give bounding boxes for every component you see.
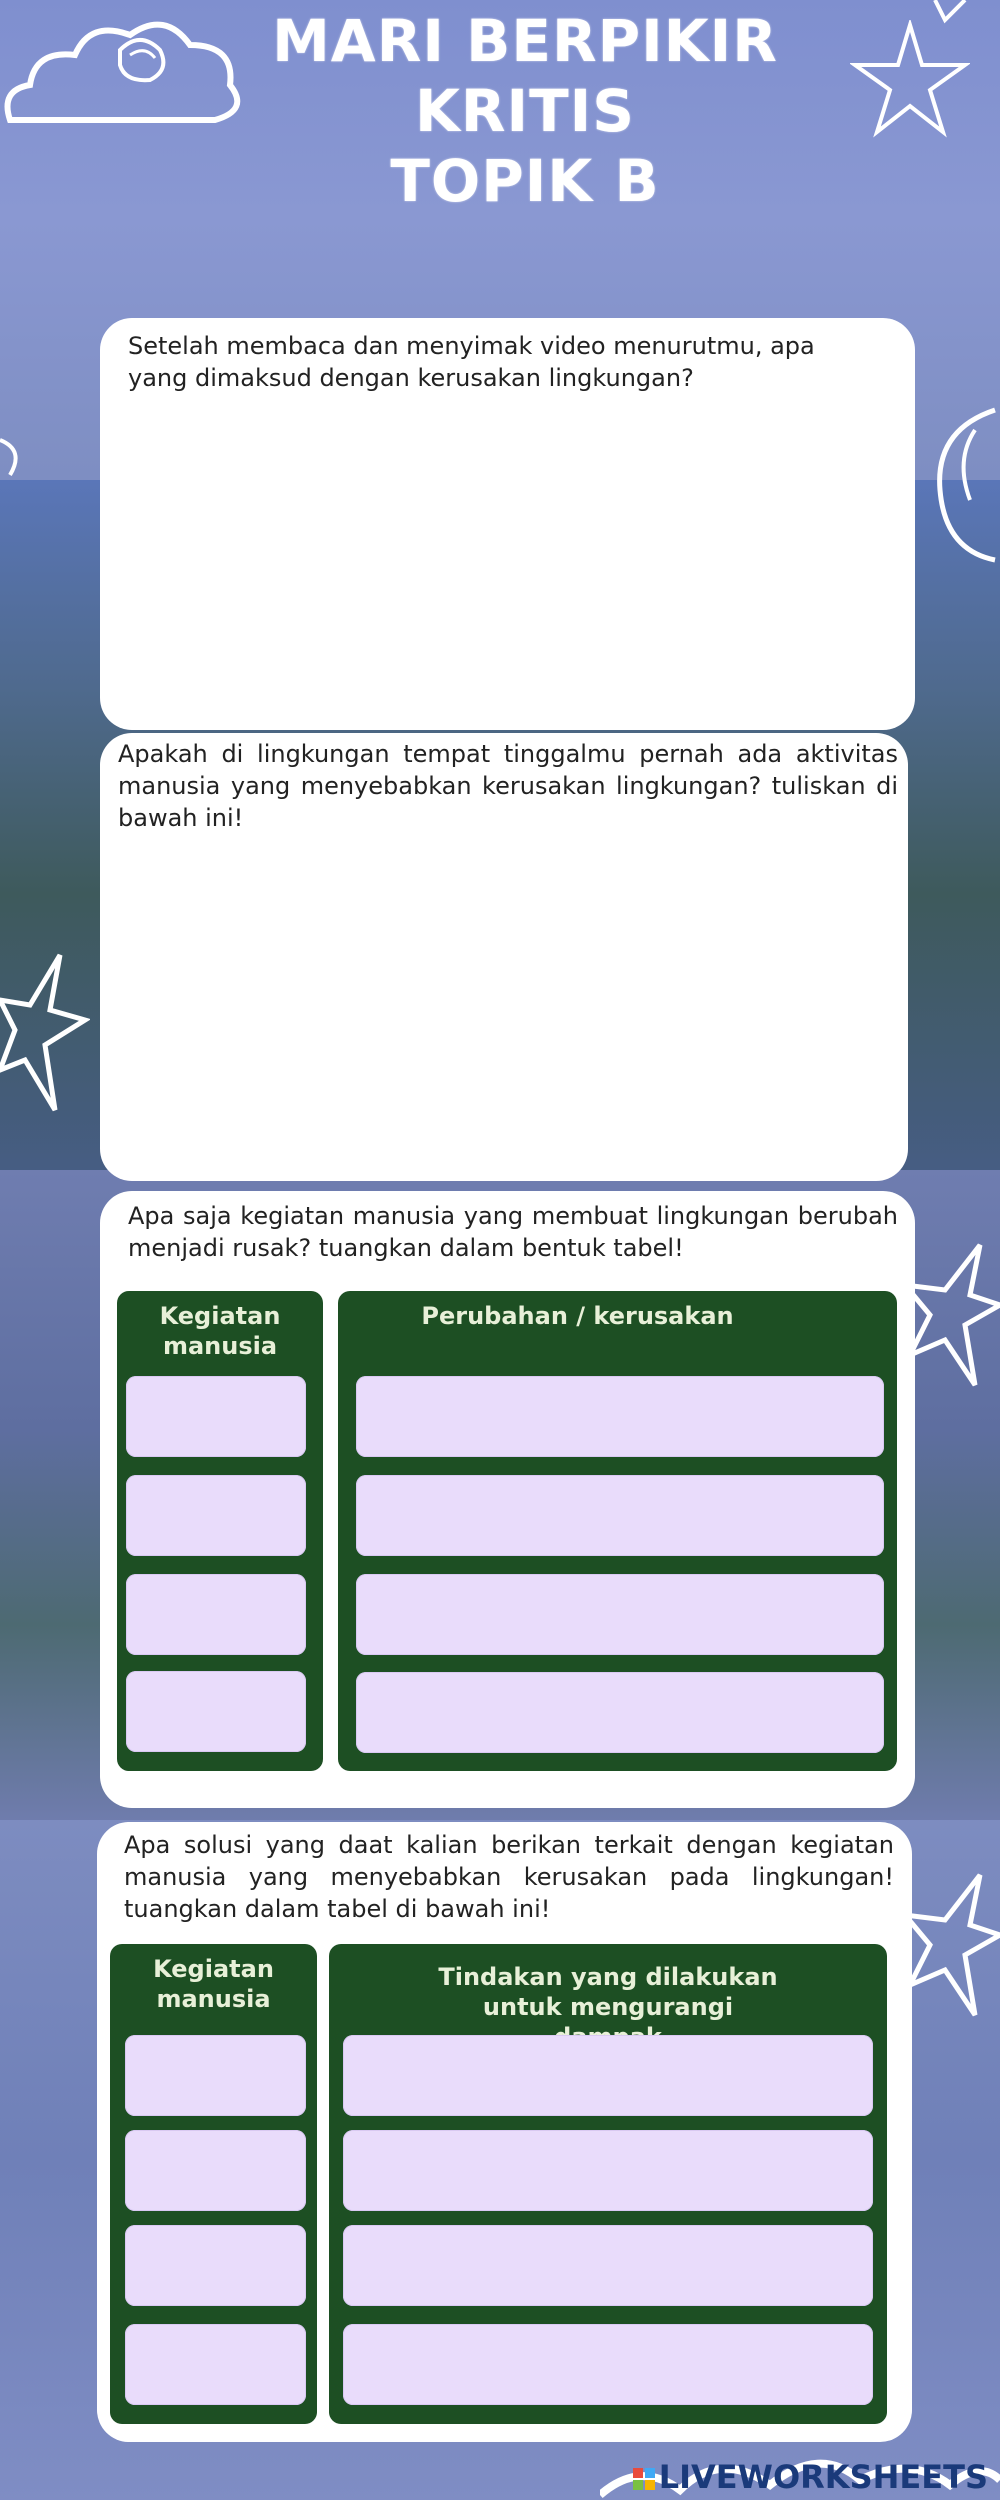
table4-col2-header: Tindakan yang dilakukan untuk mengurangi [438, 1963, 778, 2021]
table3-col2-panel [338, 1291, 897, 1771]
table4-col2-cell-3[interactable] [343, 2225, 873, 2306]
leaf-doodle-icon [915, 400, 1000, 570]
table4-col1-panel [110, 1944, 317, 2424]
watermark-text: LIVEWORKSHEETS [658, 2458, 988, 2496]
question-4-text: Apa solusi yang daat kalian berikan terkait dengan kegiatan manusia yang menyebabkan kerusakan pada lingkungan! tuangkan dalam tabel di bawah ini! [124, 1831, 894, 1923]
question-1-text: Setelah membaca dan menyimak video menurutmu, apa yang dimaksud dengan kerusakan lingkungan? [128, 332, 815, 392]
table4-col2-cell-1[interactable] [343, 2035, 873, 2116]
table3-col2-cell-1[interactable] [356, 1376, 884, 1457]
star-doodle-left-icon [0, 950, 90, 1120]
table4-col2-cell-2[interactable] [343, 2130, 873, 2211]
question-3-text: Apa saja kegiatan manusia yang membuat lingkungan berubah menjadi rusak? tuangkan dalam bentuk tabel! [128, 1202, 898, 1262]
star-doodle-bottom-right-icon [900, 1870, 1000, 2020]
table3-col1-cell-1[interactable] [126, 1376, 306, 1457]
table3-col1-cell-2[interactable] [126, 1475, 306, 1556]
question-2-text: Apakah di lingkungan tempat tinggalmu pernah ada aktivitas manusia yang menyebabkan kerusakan lingkungan? tuliskan di bawah ini! [118, 740, 898, 832]
table3-col2-cell-2[interactable] [356, 1475, 884, 1556]
table4-col1-cell-3[interactable] [125, 2225, 306, 2306]
table3-col2-cell-4[interactable] [356, 1672, 884, 1753]
liveworksheets-logo-icon [633, 2468, 655, 2490]
table4-col1-header: Kegiatan manusia [153, 1955, 274, 2013]
table4-col2-panel [329, 1944, 887, 2424]
table3-col1-header: Kegiatan manusia [159, 1302, 281, 1360]
table4-col2-cell-4[interactable] [343, 2324, 873, 2405]
title-line-2: KRITIS [414, 77, 636, 145]
table4-col1-cell-4[interactable] [125, 2324, 306, 2405]
table4-col1-cell-1[interactable] [125, 2035, 306, 2116]
table4-col1-cell-2[interactable] [125, 2130, 306, 2211]
table3-col1-panel [117, 1291, 323, 1771]
table3-col2-cell-3[interactable] [356, 1574, 884, 1655]
title-line-3: TOPIK B [390, 147, 660, 215]
liveworksheets-watermark [633, 2458, 988, 2496]
table3-col1-cell-3[interactable] [126, 1574, 306, 1655]
table3-col2-header: Perubahan / kerusakan [421, 1302, 734, 1330]
page-title [0, 6, 1000, 216]
swirl-doodle-icon [0, 430, 30, 490]
star-doodle-right-icon [900, 1240, 1000, 1390]
table3-col1-cell-4[interactable] [126, 1671, 306, 1752]
title-line-1: MARI BERPIKIR [272, 7, 778, 75]
